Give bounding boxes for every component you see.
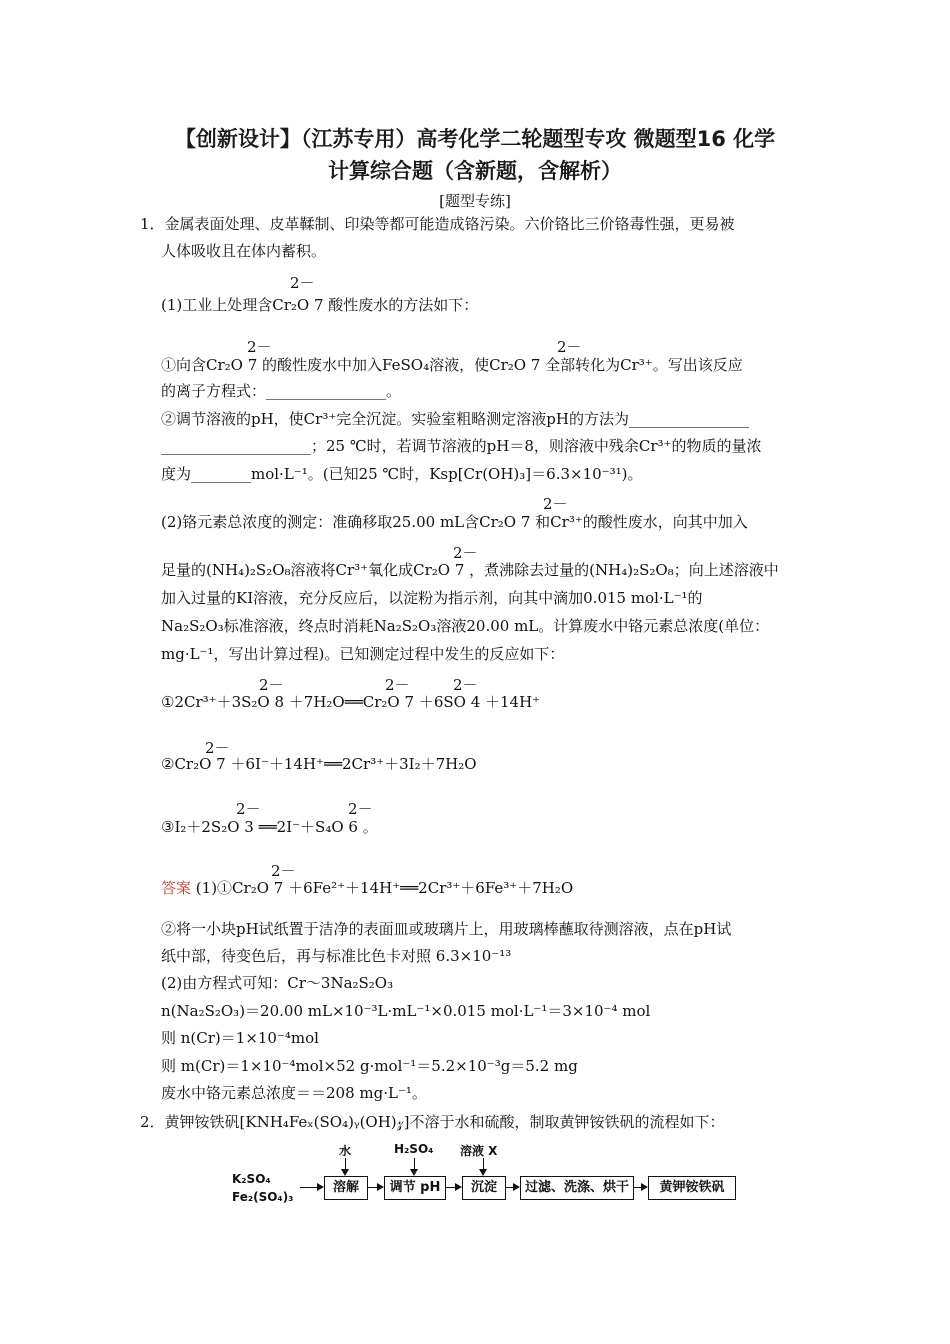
flow-add-water: 水 [339,1144,352,1158]
q1-intro-line1: 1．金属表面处理、皮革鞣制、印染等都可能造成铬污染。六价铬比三价铬毒性强，更易被 [140,215,735,233]
charge-label: 2－ [271,862,296,880]
reaction-3: ③I₂＋2S₂O 3 ══2I⁻＋S₄O 6 。 [161,818,378,836]
charge-label: 2－ [543,495,568,513]
q1-part2-line4: Na₂S₂O₃标准溶液，终点时消耗Na₂S₂O₃溶液20.00 mL。计算废水中铬元素总浓度(单位： [161,617,770,635]
charge-label: 2－ [259,676,284,694]
q1-part1b-line1: ②调节溶液的pH，使Cr³⁺完全沉淀。实验室粗略测定溶液pH的方法为________________ [161,410,749,428]
flow-arrow [483,1158,484,1174]
flow-arrow [368,1187,382,1188]
flow-add-h2so4: H₂SO₄ [394,1142,434,1156]
charge-label: 2－ [205,739,230,757]
q1-part1: (1)工业上处理含Cr₂O 7 酸性废水的方法如下： [161,296,479,314]
q1-part2-line3: 加入过量的KI溶液，充分反应后，以淀粉为指示剂，向其中滴加0.015 mol·L⁻¹的 [161,589,703,607]
flow-step-precipitate: 沉淀 [462,1176,506,1200]
answer-line4: (2)由方程式可知：Cr～3Na₂S₂O₃ [161,974,394,992]
q1-part1b-line3: 度为________mol·L⁻¹。(已知25 ℃时，Ksp[Cr(OH)₃]＝6.3×10⁻³¹)。 [161,465,643,483]
flow-arrow [506,1187,518,1188]
answer-line6: 则 n(Cr)＝1×10⁻⁴mol [161,1029,319,1047]
answer-line8: 废水中铬元素总浓度＝＝208 mg·L⁻¹。 [161,1084,427,1102]
answer-line2: ②将一小块pH试纸置于洁净的表面皿或玻璃片上，用玻璃棒蘸取待测溶液，点在pH试 [161,920,732,938]
doc-subtitle: [题型专练] [439,192,511,210]
charge-label: 2－ [290,274,315,292]
answer-line7: 则 m(Cr)＝1×10⁻⁴mol×52 g·mol⁻¹＝5.2×10⁻³g＝5.2 mg [161,1057,578,1075]
flow-diagram [230,1138,750,1208]
flow-arrow [345,1158,346,1174]
charge-label: 2－ [247,338,272,356]
charge-label: 2－ [385,676,410,694]
answer-line3: 纸中部，待变色后，再与标准比色卡对照 6.3×10⁻¹³ [161,947,512,965]
answer-part1: (1)①Cr₂O 7 ＋6Fe²⁺＋14H⁺══2Cr³⁺＋6Fe³⁺＋7H₂O [195,879,574,897]
q1-part2-line2: 足量的(NH₄)₂S₂O₈溶液将Cr³⁺氧化成Cr₂O 7 ，煮沸除去过量的(NH₄)₂S₂O₈；向上述溶液中 [161,561,779,579]
flow-add-solution-x: 溶液 X [460,1144,498,1158]
flow-arrow [446,1187,460,1188]
flow-step-dissolve: 溶解 [324,1176,368,1200]
answer-line1 [161,879,573,897]
doc-title-line1: 【创新设计】（江苏专用）高考化学二轮题型专攻 微题型16 化学 [174,127,776,151]
charge-label: 2－ [453,544,478,562]
q1-part2-line1: (2)铬元素总浓度的测定：准确移取25.00 mL含Cr₂O 7 和Cr³⁺的酸性废水，向其中加入 [161,513,748,531]
reaction-2: ②Cr₂O 7 ＋6I⁻＋14H⁺══2Cr³⁺＋3I₂＋7H₂O [161,755,477,773]
flow-input-fe2so43: Fe₂(SO₄)₃ [232,1190,294,1204]
charge-label: 2－ [236,800,261,818]
q1-part1a-line2: 的离子方程式：________________。 [161,382,402,400]
flow-arrow [414,1158,415,1174]
q2-intro: 2．黄钾铵铁矾[KNH₄Feₓ(SO₄)ᵧ(OH)𝓏]不溶于水和硫酸，制取黄钾铵铁矾的流程如下： [140,1113,725,1131]
flow-step-adjust-ph: 调节 pH [384,1176,446,1200]
flow-arrow [634,1187,646,1188]
charge-label: 2－ [453,676,478,694]
answer-line5: n(Na₂S₂O₃)＝20.00 mL×10⁻³L·mL⁻¹×0.015 mol·L⁻¹＝3×10⁻⁴ mol [161,1002,651,1020]
flow-input-k2so4: K₂SO₄ [232,1172,271,1186]
flow-step-filter-wash-dry: 过滤、洗涤、烘干 [520,1176,634,1200]
charge-label: 2－ [557,338,582,356]
q1-intro-line2: 人体吸收且在体内蓄积。 [161,242,327,260]
q1-part1b-line2: ____________________；25 ℃时，若调节溶液的pH＝8，则溶液中残余Cr³⁺的物质的量浓 [161,437,762,455]
reaction-1: ①2Cr³⁺＋3S₂O 8 ＋7H₂O══Cr₂O 7 ＋6SO 4 ＋14H⁺ [161,693,541,711]
flow-arrow [300,1187,322,1188]
q1-part1a-line1: ①向含Cr₂O 7 的酸性废水中加入FeSO₄溶液，使Cr₂O 7 全部转化为Cr³⁺。写出该反应 [161,356,743,374]
q1-part2-line5: mg·L⁻¹，写出计算过程)。已知测定过程中发生的反应如下： [161,645,565,663]
doc-title-line2: 计算综合题（含新题，含解析） [328,159,622,183]
charge-label: 2－ [348,800,373,818]
answer-label: 答案 [161,879,192,897]
flow-step-product: 黄钾铵铁矾 [648,1176,736,1200]
